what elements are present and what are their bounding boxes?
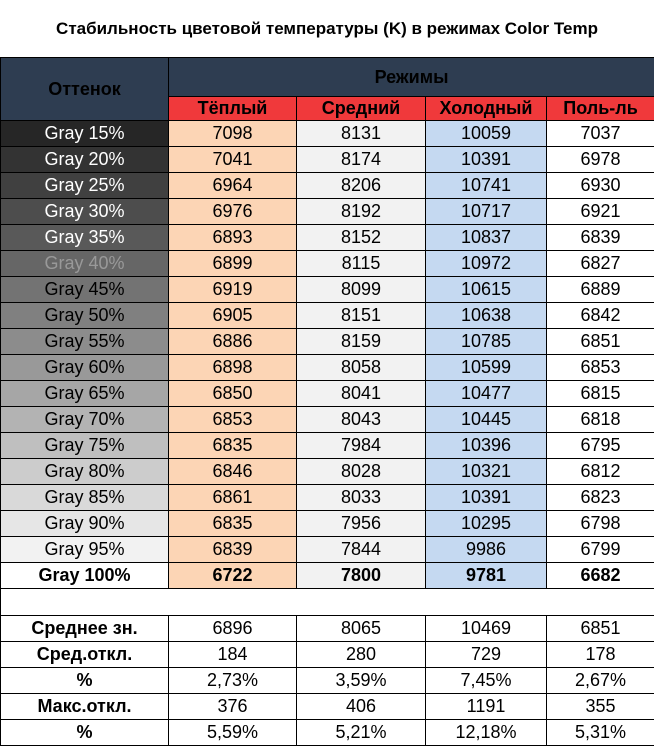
shade-label: Gray 100% [1,563,169,589]
stats-label: Среднее зн. [1,616,169,642]
value-user: 7037 [547,121,654,147]
value-cold: 9781 [426,563,547,589]
table-row [1,277,654,303]
table-row [1,407,654,433]
stats-row [1,642,654,668]
table-row [1,511,654,537]
value-medium: 7956 [297,511,426,537]
table-row [1,225,654,251]
value-warm: 6722 [169,563,297,589]
mode-header-warm: Тёплый [169,97,297,121]
value-user: 6823 [547,485,654,511]
stats-value-warm: 184 [169,642,297,668]
stats-value-cold: 1191 [426,694,547,720]
shade-label: Gray 90% [1,511,169,537]
value-cold: 10445 [426,407,547,433]
value-warm: 6835 [169,511,297,537]
table-row [1,537,654,563]
value-cold: 10717 [426,199,547,225]
stats-value-cold: 12,18% [426,720,547,746]
value-user: 6839 [547,225,654,251]
shade-label: Gray 95% [1,537,169,563]
value-cold: 9986 [426,537,547,563]
value-warm: 6898 [169,355,297,381]
stats-row [1,720,654,746]
value-warm: 6846 [169,459,297,485]
value-cold: 10785 [426,329,547,355]
value-medium: 8174 [297,147,426,173]
value-warm: 6839 [169,537,297,563]
value-medium: 8152 [297,225,426,251]
stats-value-medium: 280 [297,642,426,668]
table-row [1,199,654,225]
value-warm: 7098 [169,121,297,147]
separator-row [1,589,654,616]
value-cold: 10972 [426,251,547,277]
shade-label: Gray 15% [1,121,169,147]
value-medium: 8041 [297,381,426,407]
shade-label: Gray 40% [1,251,169,277]
value-warm: 6835 [169,433,297,459]
value-user: 6842 [547,303,654,329]
value-warm: 6899 [169,251,297,277]
value-medium: 8043 [297,407,426,433]
table-row [1,433,654,459]
shade-label: Gray 45% [1,277,169,303]
value-medium: 7800 [297,563,426,589]
stats-value-medium: 5,21% [297,720,426,746]
value-warm: 6861 [169,485,297,511]
table-row [1,381,654,407]
stats-label: % [1,668,169,694]
value-user: 6812 [547,459,654,485]
value-user: 6827 [547,251,654,277]
table-row [1,303,654,329]
shade-label: Gray 35% [1,225,169,251]
separator-cell [1,589,654,616]
stats-value-user: 5,31% [547,720,654,746]
stats-value-user: 2,67% [547,668,654,694]
shade-label: Gray 50% [1,303,169,329]
stats-value-user: 178 [547,642,654,668]
table-row [1,251,654,277]
table-row [1,121,654,147]
table-row [1,485,654,511]
value-user: 6978 [547,147,654,173]
value-user: 6851 [547,329,654,355]
value-cold: 10059 [426,121,547,147]
value-cold: 10295 [426,511,547,537]
value-medium: 8099 [297,277,426,303]
value-user: 6930 [547,173,654,199]
stats-value-medium: 8065 [297,616,426,642]
value-user: 6818 [547,407,654,433]
mode-header-user: Поль-ль [547,97,654,121]
value-user: 6682 [547,563,654,589]
value-warm: 6905 [169,303,297,329]
shade-column-header: Оттенок [1,58,169,121]
stats-value-user: 355 [547,694,654,720]
value-warm: 6886 [169,329,297,355]
value-cold: 10837 [426,225,547,251]
value-cold: 10391 [426,485,547,511]
table-row [1,329,654,355]
shade-label: Gray 75% [1,433,169,459]
value-warm: 7041 [169,147,297,173]
value-medium: 8033 [297,485,426,511]
value-warm: 6850 [169,381,297,407]
stats-value-warm: 5,59% [169,720,297,746]
mode-header-medium: Средний [297,97,426,121]
value-warm: 6853 [169,407,297,433]
value-user: 6795 [547,433,654,459]
table-row [1,459,654,485]
stats-label: Макс.откл. [1,694,169,720]
shade-label: Gray 85% [1,485,169,511]
value-cold: 10615 [426,277,547,303]
stats-value-warm: 2,73% [169,668,297,694]
shade-label: Gray 30% [1,199,169,225]
table-body [1,121,654,589]
stats-row [1,668,654,694]
mode-header-cold: Холодный [426,97,547,121]
stats-row [1,694,654,720]
value-cold: 10599 [426,355,547,381]
value-cold: 10321 [426,459,547,485]
stats-value-cold: 10469 [426,616,547,642]
temperature-table [0,57,654,746]
gap-section [1,589,654,616]
value-user: 6799 [547,537,654,563]
value-medium: 8115 [297,251,426,277]
stats-value-cold: 729 [426,642,547,668]
stats-value-warm: 6896 [169,616,297,642]
table-row [1,147,654,173]
value-medium: 8131 [297,121,426,147]
value-user: 6798 [547,511,654,537]
value-user: 6853 [547,355,654,381]
stats-value-medium: 3,59% [297,668,426,694]
stats-value-warm: 376 [169,694,297,720]
table-row [1,563,654,589]
shade-label: Gray 25% [1,173,169,199]
value-user: 6815 [547,381,654,407]
value-medium: 8151 [297,303,426,329]
value-cold: 10396 [426,433,547,459]
value-medium: 8192 [297,199,426,225]
value-cold: 10477 [426,381,547,407]
stats-body [1,616,654,746]
value-cold: 10741 [426,173,547,199]
stats-row [1,616,654,642]
value-medium: 7984 [297,433,426,459]
stats-value-user: 6851 [547,616,654,642]
table-row [1,173,654,199]
value-warm: 6964 [169,173,297,199]
stats-label: % [1,720,169,746]
value-medium: 8159 [297,329,426,355]
shade-label: Gray 65% [1,381,169,407]
shade-label: Gray 20% [1,147,169,173]
value-cold: 10391 [426,147,547,173]
stats-label: Сред.откл. [1,642,169,668]
value-warm: 6893 [169,225,297,251]
value-warm: 6919 [169,277,297,303]
modes-header: Режимы [169,58,654,97]
value-medium: 8028 [297,459,426,485]
stats-value-cold: 7,45% [426,668,547,694]
value-medium: 8058 [297,355,426,381]
shade-label: Gray 60% [1,355,169,381]
shade-label: Gray 70% [1,407,169,433]
stats-value-medium: 406 [297,694,426,720]
shade-label: Gray 80% [1,459,169,485]
value-warm: 6976 [169,199,297,225]
chart-title: Стабильность цветовой температуры (K) в режимах Color Temp [56,18,598,38]
value-medium: 8206 [297,173,426,199]
value-cold: 10638 [426,303,547,329]
value-user: 6921 [547,199,654,225]
value-user: 6889 [547,277,654,303]
value-medium: 7844 [297,537,426,563]
shade-label: Gray 55% [1,329,169,355]
table-row [1,355,654,381]
